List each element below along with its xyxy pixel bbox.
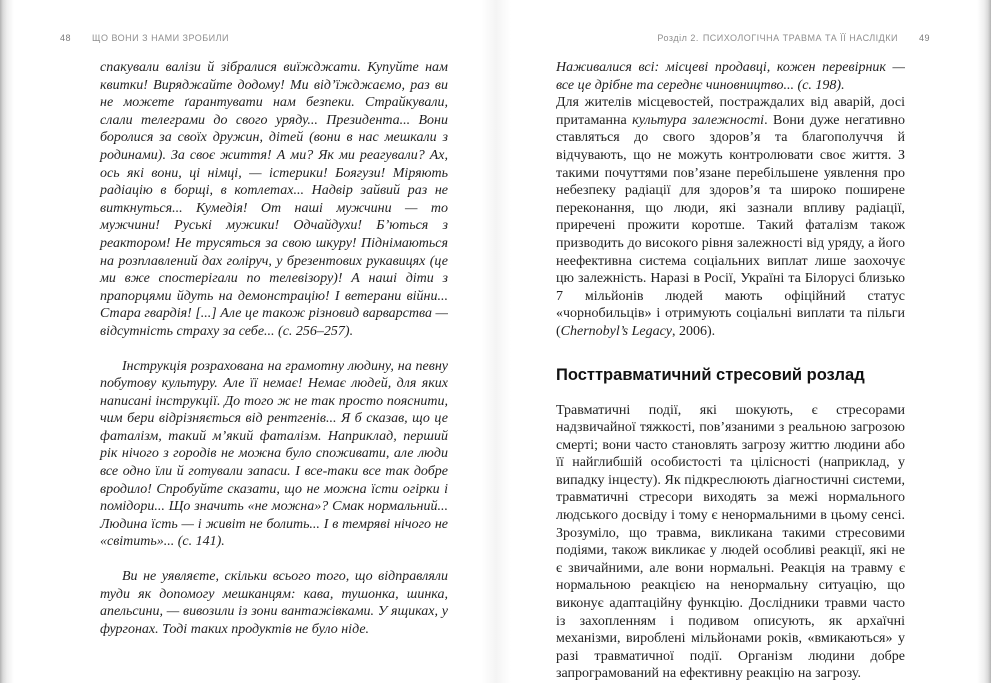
page-number-left: 48 <box>60 33 72 43</box>
section-heading: Посттравматичний стресовий розлад <box>556 365 865 384</box>
citation-italic: Chernobyl’s Legacy <box>560 323 673 339</box>
text-column-left <box>100 59 448 638</box>
text-run: , 2006). <box>672 323 716 339</box>
blockquote-paragraph: Наживалися всі: місцеві продавці, кожен перевірник — все це дрібне та середнє чиновництво... (с. 198). <box>556 60 905 93</box>
quote-paragraph-continued: спакували валізи й зібралися виїжджати. Купуйте нам квитки! Виряджайте додому! Ми від’їжджаємо, раз ви не можете ґарантувати нам безпеки. Страйкували, слали телеграми до свого уряду... Президента... Вони боролися за своїх дружин, дітей (вони в нас мешкали з родинами). За своє життя! А ми? Як ми реагували? Ах, ось які вони, ці німці, — істерики! Боягузи! Міряють радіацію в борщі, в котлетах... Надвір зайвий раз не виткнуться... Кумедія! От наші мужчини — то мужчини! Руські мужики! Одчайдухи! Б’ються з реактором! Не трусяться за свою шкуру! Піднімаються на розплавлений дах голіруч, у брезентових рукавицях (це ми вже спостерігали по телевізору)! А наші діти з прапорцями йдуть на демонстрацію! І ветерани війни... Стара гвардія! [...] Але це також різновид варварства — відсутність страху за себе... (с. 256–257). <box>100 60 448 339</box>
body-paragraph-ptsd: Травматичні події, які шокують, є стресорами надзвичайної тяжкості, пов’язаними з реальною загрозою смерті; вони часто становлять загрозу життю людини або її найглибшій особистості та цілісності (наприклад, у випадку інцесту). Як підкреслюють діагностичні системи, травматичні стресори виходять за межі нормального людського досвіду і тому є ненормальними в цьому сенсі. Зрозуміло, що травма, викликана такими стресовими подіями, також викликає у людей особливі реакції, які не є звичайними, але вони нормальні. Реакція на травму є нормальною реакцією на ненормальну ситуацію, що виконує адаптаційну функцію. Дослідники травми часто із захопленням і подивом описують, як архаїчні механізми, вироблені мільйонами років, «вмикаються» у разі травматичної події. Організм людини добре запрограмований на ефективну реакцію на загрозу. <box>556 402 905 682</box>
running-head-right <box>657 33 930 43</box>
page-right <box>496 0 991 683</box>
quote-paragraph: Інструкція розрахована на грамотну людину, на певну побутову культуру. Але її немає! Немає людей, для яких написані інструкції. До того ж не так просто пояснити, чим бери відрізняється від рентгенів... Я б сказав, що це фаталізм, такий м’який фаталізм. Наприклад, перший рік нічого з городів не можна було споживати, але люди все одно їли й готували запаси. І все-таки все так добре вродило! Спробуйте сказати, що не можна їсти огірки і помідори... Що значить «не можна»? Смак нормальний... Людина їсть — і живіт не болить... І в темряві нічого не «світить»... (с. 141). <box>100 358 448 550</box>
page-number-right: 49 <box>918 33 930 43</box>
text-run: . Вони дуже негативно ставляться до свого здоров’я та благополуччя й відчувають, що не можуть контролювати своє життя. З такими почуттями пов’язане перебільшене уявлення про небезпеку радіації для здоров’я та широко поширене переконання, що люди, які зазнали впливу радіації, приречені прожити коротше. Такий фаталізм також призводить до високого рівня залежності від уряду, а його неефективна система соціальних виплат лише заохочує цю залежність. Наразі в Росії, Україні та Білорусі близько 7 мільйонів людей мають офіційний статус «чорнобильців» і отримують соціальні виплати та пільги ( <box>556 112 905 339</box>
running-head-title-right: ПСИХОЛОГІЧНА ТРАВМА ТА ЇЇ НАСЛІДКИ <box>702 33 898 43</box>
text-column-right <box>556 59 905 683</box>
chapter-label: Розділ 2. <box>657 33 699 43</box>
body-paragraph-culture <box>556 94 905 340</box>
text-run: Для жителів місцевостей, постраждалих від аварій, досі притаманна <box>556 95 905 128</box>
running-head-left <box>60 33 229 43</box>
quote-paragraph: Ви не уявляєте, скільки всього того, що відправляли туди як допомогу мешканцям: кава, тушонка, шинка, апельсини, — вивозили із зони вантажівками. У ящиках, у фургонах. Тоді таких продуктів не було ніде. <box>100 569 448 637</box>
italic-term: культура залежності <box>632 112 765 128</box>
running-head-title-left: ЩО ВОНИ З НАМИ ЗРОБИЛИ <box>92 33 230 43</box>
